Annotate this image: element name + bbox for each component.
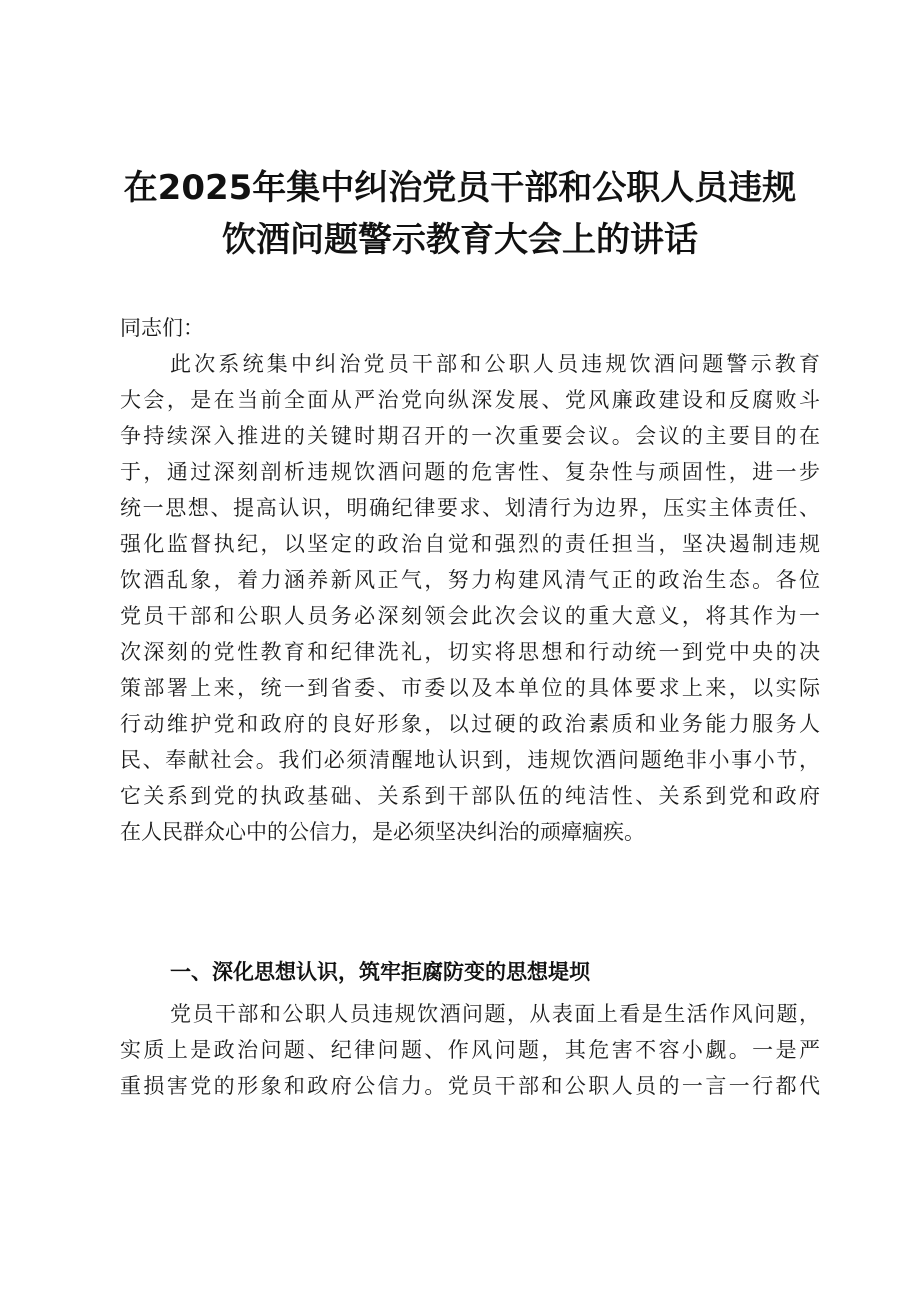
paragraph-2-line: 实质上是政治问题、纪律问题、作风问题，其危害不容小觑。一是严 — [120, 1038, 820, 1062]
paragraph-1-line: 在人民群众心中的公信力，是必须坚决纠治的顽瘴痼疾。 — [120, 820, 645, 844]
paragraph-2-line: 党员干部和公职人员违规饮酒问题，从表面上看是生活作风问题， — [170, 1002, 820, 1026]
paragraph-1-line: 它关系到党的执政基础、关系到干部队伍的纯洁性、关系到党和政府 — [120, 784, 820, 808]
section-heading-1: 一、深化思想认识，筑牢拒腐防变的思想堤坝 — [170, 960, 590, 984]
paragraph-1-line: 党员干部和公职人员务必深刻领会此次会议的重大意义，将其作为一 — [120, 604, 820, 628]
paragraph-1-line: 饮酒乱象，着力涵养新风正气，努力构建风清气正的政治生态。各位 — [120, 568, 820, 592]
paragraph-1-line: 次深刻的党性教育和纪律洗礼，切实将思想和行动统一到党中央的决 — [120, 640, 820, 664]
paragraph-1-line: 策部署上来，统一到省委、市委以及本单位的具体要求上来，以实际 — [120, 676, 820, 700]
paragraph-1-line: 于，通过深刻剖析违规饮酒问题的危害性、复杂性与顽固性，进一步 — [120, 460, 820, 484]
paragraph-1 — [120, 346, 820, 850]
paragraph-1-line: 大会，是在当前全面从严治党向纵深发展、党风廉政建设和反腐败斗 — [120, 388, 820, 412]
paragraph-2-line: 重损害党的形象和政府公信力。党员干部和公职人员的一言一行都代 — [120, 1074, 820, 1098]
paragraph-1-line: 争持续深入推进的关键时期召开的一次重要会议。会议的主要目的在 — [120, 424, 820, 448]
title-line-1: 在2025年集中纠治党员干部和公职人员违规 — [123, 168, 797, 208]
salutation: 同志们： — [120, 316, 204, 340]
paragraph-1-line: 此次系统集中纠治党员干部和公职人员违规饮酒问题警示教育 — [170, 352, 820, 376]
paragraph-1-line: 统一思想、提高认识，明确纪律要求、划清行为边界，压实主体责任、 — [120, 496, 820, 520]
paragraph-2 — [120, 996, 820, 1104]
paragraph-1-line: 民、奉献社会。我们必须清醒地认识到，违规饮酒问题绝非小事小节， — [120, 748, 820, 772]
paragraph-1-line: 行动维护党和政府的良好形象，以过硬的政治素质和业务能力服务人 — [120, 712, 820, 736]
document-title — [110, 162, 810, 266]
paragraph-1-line: 强化监督执纪，以坚定的政治自觉和强烈的责任担当，坚决遏制违规 — [120, 532, 820, 556]
title-line-2: 饮酒问题警示教育大会上的讲话 — [222, 220, 698, 260]
